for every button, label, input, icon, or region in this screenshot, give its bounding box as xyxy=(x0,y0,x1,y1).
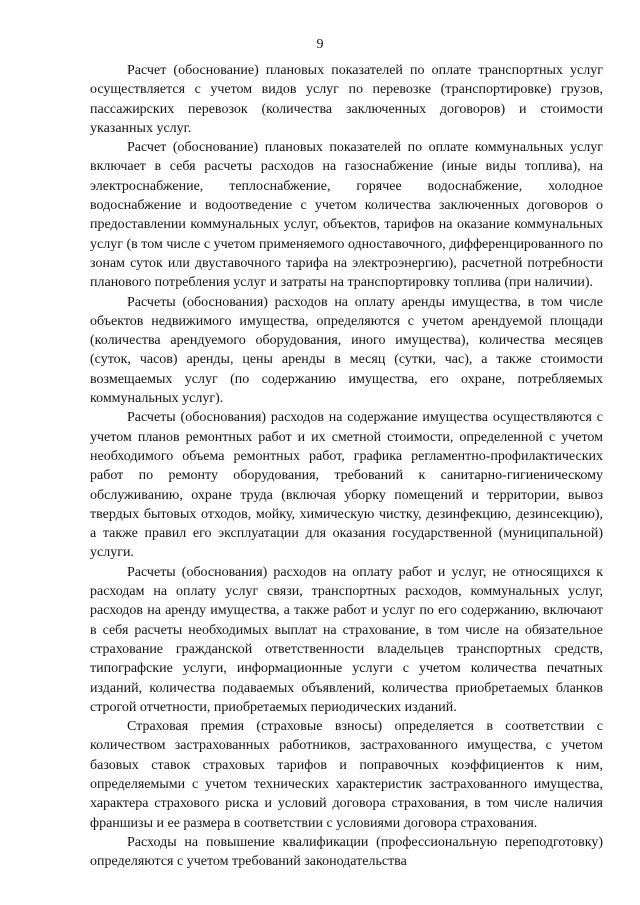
paragraph-utility-services: Расчет (обоснование) плановых показателей по оплате коммунальных услуг включает в себя расчеты расходов на газоснабжение (иные виды топлива), на электроснабжение, теплоснабжение, горячее водоснабжение, холодное водоснабжение и водоотведение с учетом количества заключенных договоров о предоставлении коммунальных услуг, объектов, тарифов на оказание коммунальных услуг (в том числе с учетом применяемого одноставочного, дифференцированного по зонам суток или двуставочного тарифа на электроэнергию), расчетной потребности планового потребления услуг и затраты на транспортировку топлива (при наличии). xyxy=(90,140,603,291)
paragraph-property-rent: Расчеты (обоснования) расходов на оплату аренды имущества, в том числе объектов недвижимого имущества, определяются с учетом арендуемой площади (количества арендуемого оборудования, иного имущества), количества месяцев (суток, часов) аренды, цены аренды в месяц (сутки, час), а также стоимости возмещаемых услуг (по содержанию имущества, его охране, потребляемых коммунальных услуг). xyxy=(90,294,603,407)
paragraph-other-works-services: Расчеты (обоснования) расходов на оплату работ и услуг, не относящихся к расходам на оплату услуг связи, транспортных расходов, коммунальных услуг, расходов на аренду имущества, а также работ и услуг по его содержанию, включают в себя расчеты необходимых выплат на страхование, в том числе на обязательное страхование гражданской ответственности владельцев транспортных средств, типографские услуги, информационные услуги с учетом количества печатных изданий, количества подаваемых объявлений, количества приобретаемых бланков строгой отчетности, приобретаемых периодических изданий. xyxy=(90,564,603,715)
paragraph-property-maintenance: Расчеты (обоснования) расходов на содержание имущества осуществляются с учетом планов ремонтных работ и их сметной стоимости, определенной с учетом необходимого объема ремонтных работ, графика регламентно-профилактических работ по ремонту оборудования, требований к санитарно-гигиеническому обслуживанию, охране труда (включая уборку помещений и территории, вывоз твердых бытовых отходов, мойку, химическую чистку, дезинфекцию, дезинсекцию), а также правил его эксплуатации для оказания государственной (муниципальной) услуги. xyxy=(90,410,603,561)
page-number: 9 xyxy=(316,37,324,52)
paragraph-transport-services: Расчет (обоснование) плановых показателей по оплате транспортных услуг осуществляется с учетом видов услуг по перевозке (транспортировке) грузов, пассажирских перевозок (количества заключенных договоров) и стоимости указанных услуг. xyxy=(90,63,603,136)
paragraph-insurance-premium: Страховая премия (страховые взносы) определяется в соответствии с количеством застрахованных работников, застрахованного имущества, с учетом базовых ставок страховых тарифов и поправочных коэффициентов к ним, определяемыми с учетом технических характеристик застрахованного имущества, характера страхового риска и условий договора страхования, в том числе наличия франшизы и ее размера в соответствии с условиями договора страхования. xyxy=(90,719,603,831)
document-body xyxy=(90,61,603,871)
paragraph-professional-training: Расходы на повышение квалификации (профессиональную переподготовку) определяются с учетом требований законодательства xyxy=(90,834,603,870)
